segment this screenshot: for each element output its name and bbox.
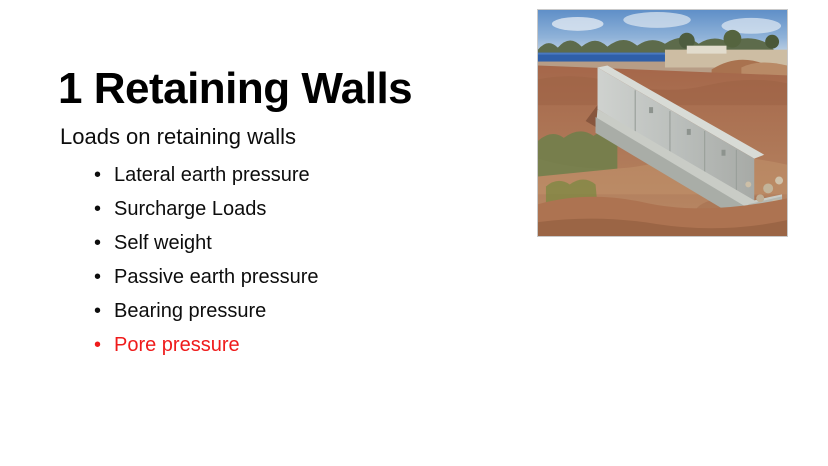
retaining-wall-illustration [538, 10, 787, 236]
list-item: • Bearing pressure [92, 294, 500, 328]
page-title: 1 Retaining Walls [58, 64, 413, 114]
list-item: • Self weight [92, 226, 500, 260]
list-item: • Passive earth pressure [92, 260, 500, 294]
list-item: • Lateral earth pressure [92, 158, 500, 192]
content-block [60, 122, 500, 362]
lead-paragraph: Loads on retaining walls [60, 124, 297, 149]
list-item-highlighted: • Pore pressure [92, 328, 500, 362]
list-item: • Surcharge Loads [92, 192, 500, 226]
retaining-wall-photo [537, 9, 788, 237]
loads-bullet-list [60, 158, 500, 362]
